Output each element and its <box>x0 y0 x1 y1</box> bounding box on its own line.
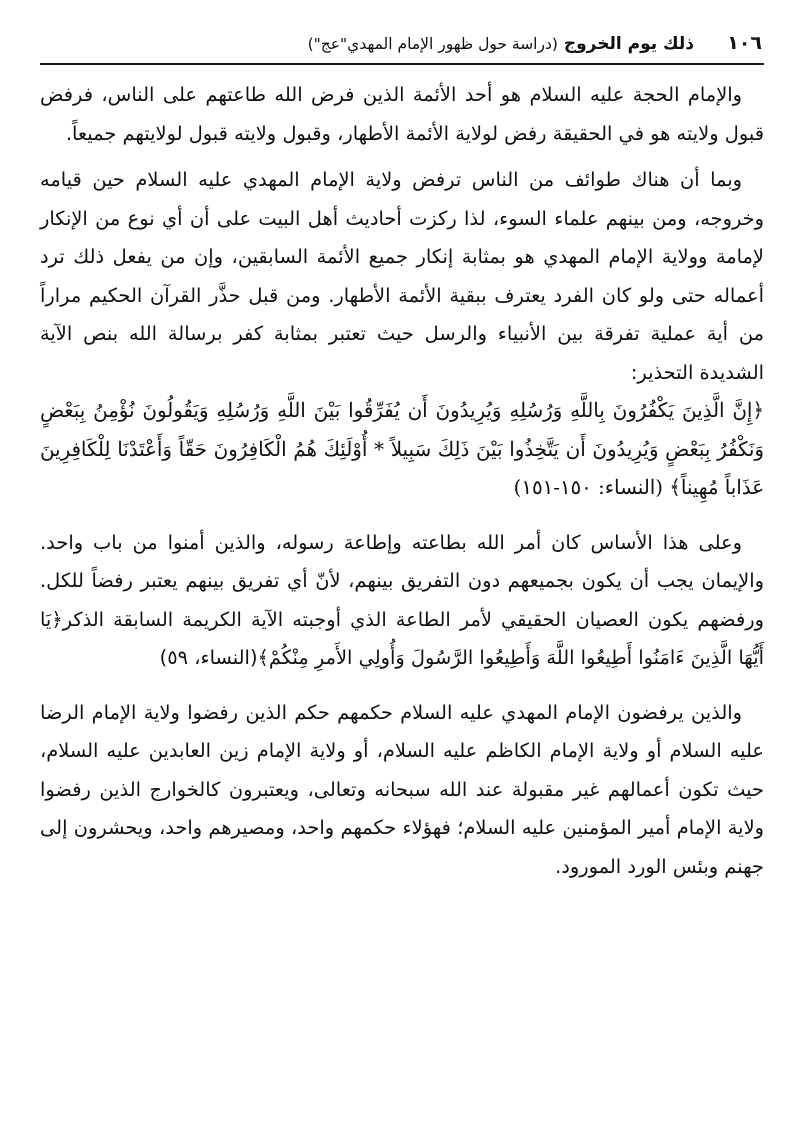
paragraph-2: وبما أن هناك طوائف من الناس ترفض ولاية الإمام المهدي عليه السلام حين قيامه وخروجه، ومن بينهم علماء السوء، لذا ركزت أحاديث أهل البيت على أن أي نوع من الإنكار لإمامة وولاية الإمام المهدي هو بمثابة إنكار جميع الأئمة السابقين، وإن من يفعل ذلك ترد أعماله حتى ولو كان الفرد يعترف ببقية الأئمة الأطهار. ومن قبل حذَّر القرآن الحكيم مراراً من أية عملية تفرقة بين الأنبياء والرسل حيث تعتبر بمثابة كفر برسالة الله بنص الآية الشديدة التحذير: <box>40 168 764 384</box>
body-text <box>40 76 764 886</box>
quran-verse-nisa-150-151: ﴿إِنَّ الَّذِينَ يَكْفُرُونَ بِاللَّهِ وَرُسُلِهِ وَيُرِيدُونَ أَن يُفَرِّقُوا بَيْنَ اللَّهِ وَرُسُلِهِ وَيَقُولُونَ نُؤْمِنُ بِبَعْضٍ وَنَكْفُرُ بِبَعْضٍ وَيُرِيدُونَ أَن يَتَّخِذُوا بَيْنَ ذَلِكَ سَبِيلاً * أُوْلَئِكَ هُمُ الْكَافِرُونَ حَقّاً وَأَعْتَدْنَا لِلْكَافِرِينَ عَذَاباً مُهِيناً﴾ (النساء: ١٥٠-١٥١) <box>40 399 764 499</box>
running-header <box>0 26 804 56</box>
book-subtitle: (دراسة حول ظهور الإمام المهدي"عج") <box>307 35 558 53</box>
book-title-text: ذلك يوم الخروج <box>563 34 694 54</box>
paragraph-1: والإمام الحجة عليه السلام هو أحد الأئمة الذين فرض الله طاعتهم على الناس، فرفض قبول ولايته هو في الحقيقة رفض لولاية الأئمة الأطهار، وقبول ولايته قبول لولايتهم جميعاً. <box>40 83 764 145</box>
paragraph-3: وعلى هذا الأساس كان أمر الله بطاعته وإطاعة رسوله، والذين أمنوا من باب واحد. والإيمان يجب أن يكون بجميعهم دون التفريق بينهم، لأنّ أي تفريق بينهم يعتبر رفضاً للكل. ورفضهم يكون العصيان الحقيقي لأمر الطاعة الذي أوجبته الآية الكريمة السابقة الذكر﴿يَا أَيُّهَا الَّذِينَ ءَامَنُوا أَطِيعُوا اللَّهَ وَأَطِيعُوا الرَّسُولَ وَأُولِي الأَمرِ مِنْكُمْ﴾(النساء، ٥٩) <box>40 530 764 669</box>
page-number: ١٠٦ <box>727 32 762 54</box>
book-title <box>308 34 694 54</box>
header-rule <box>40 63 764 65</box>
paragraph-4: والذين يرفضون الإمام المهدي عليه السلام حكمهم حكم الذين رفضوا ولاية الإمام الرضا عليه السلام أو ولاية الإمام الكاظم عليه السلام، أو ولاية الإمام زين العابدين عليه السلام، حيث تكون أعمالهم غير مقبولة عند الله سبحانه وتعالى، ويعتبرون كالخوارج الذين رفضوا ولاية الإمام أمير المؤمنين عليه السلام؛ فهؤلاء حكمهم واحد، ومصيرهم واحد، ويحشرون إلى جهنم وبئس الورد المورود. <box>40 700 764 878</box>
